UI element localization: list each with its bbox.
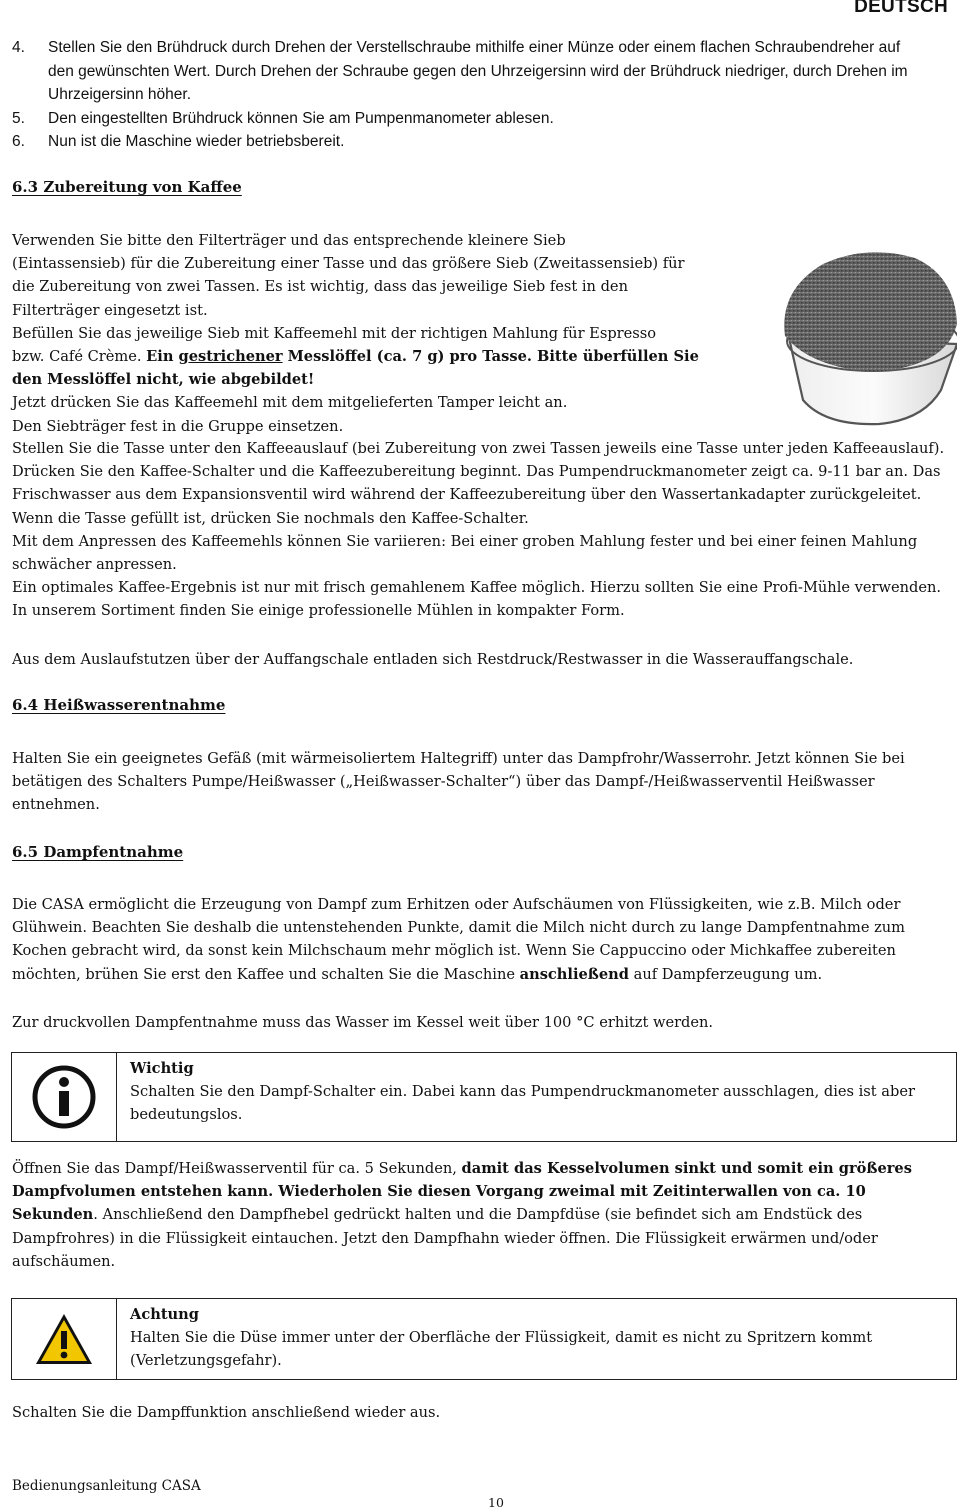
list-item: 6. Nun ist die Maschine wieder betriebsbereit. [12,133,345,150]
coffee-procedure-text: Stellen Sie die Tasse unter den Kaffeeauslauf (bei Zubereitung von zwei Tassen jeweils eine Tasse unter jeden Kaffeeauslauf). Drücken Sie den Kaffee-Schalter und die Kaffeezubereitung beginnt. Das Pumpendruckmanometer zeigt ca. 9-11 bar an. Das Frischwasser aus dem Expansionsventil wird während der Kaffeezubereitung über den Wassertankadapter zurückgeleitet. Wenn die Tasse gefüllt ist, drücken Sie nochmals den Kaffee-Schalter. Mit dem Anpressen des Kaffeemehls können Sie variieren: Bei einer groben Mahlung fester und bei einer feinen Mahlung schwächer anpressen. Ein optimales Kaffee-Ergebnis ist nur mit frisch gemahlenem Kaffee möglich. Hierzu sollten Sie eine Profi-Mühle verwenden. In unserem Sortiment finden Sie einige professionelle Mühlen in kompakter Form. [12,440,945,620]
info-notice-text: Schalten Sie den Dampf-Schalter ein. Dabei kann das Pumpendruckmanometer ausschlagen, dies ist aber bedeutungslos. [130,1083,915,1124]
steam-procedure-text: Öffnen Sie das Dampf/Heißwasserventil für ca. 5 Sekunden, damit das Kesselvolumen sinkt und somit ein größeres Dampfvolumen entstehen kann. Wiederholen Sie diesen Vorgang zweimal mit Zeitinterwallen von ca. 10 Sekunden. Anschließend den Dampfhebel gedrückt halten und die Dampfdüse (sie befindet sich am Endstück des Dampfrohres) in die Flüssigkeit eintauchen. Jetzt den Dampfhahn wieder öffnen. Die Flüssigkeit erwärmen und/oder aufschäumen. [12,1160,912,1270]
steam-off-text: Schalten Sie die Dampffunktion anschließend wieder aus. [12,1404,441,1421]
warning-icon [34,1312,94,1366]
section-heading-6-5: 6.5 Dampfentnahme [12,843,184,861]
steam-intro-text: Die CASA ermöglicht die Erzeugung von Dampf zum Erhitzen oder Aufschäumen von Flüssigkeiten, wie z.B. Milch oder Glühwein. Beachten Sie deshalb die untenstehenden Punkte, damit die Milch nicht durch zu lange Dampfentnahme zum Kochen gebracht wird, da sonst kein Milchschaum mehr möglich ist. Wenn Sie Cappuccino oder Michkaffee zubereiten möchten, brühen Sie erst den Kaffee und schalten Sie die Maschine anschließend auf Dampferzeugung um. [12,896,906,983]
section-heading-6-4: 6.4 Heißwasserentnahme [12,696,226,714]
footer-title: Bedienungsanleitung CASA [12,1478,201,1494]
list-item: 4. Stellen Sie den Brühdruck durch Drehen der Verstellschraube mithilfe einer Münze oder einem flachen Schraubendreher auf den gewünschten Wert. Durch Drehen der Schraube gegen den Uhrzeigersinn wird der Brühdruck niedriger, durch Drehen im Uhrzeigersinn höher. [12,39,908,103]
warning-notice [11,1298,957,1380]
overfilled-scoop-image [775,240,957,432]
section-heading-6-3: 6.3 Zubereitung von Kaffee [12,178,242,196]
hot-water-text: Halten Sie ein geeignetes Gefäß (mit wärmeisoliertem Haltegriff) unter das Dampfrohr/Wasserrohr. Jetzt können Sie bei betätigen des Schalters Pumpe/Heißwasser („Heißwasser-Schalter“) über das Dampf-/Heißwasserventil Heißwasser entnehmen. [12,750,905,814]
language-header: DEUTSCH [854,0,948,17]
info-notice-title: Wichtig [130,1060,194,1077]
list-item: 5. Den eingestellten Brühdruck können Sie am Pumpenmanometer ablesen. [12,109,554,127]
adjustment-steps [12,36,912,154]
residual-pressure-text: Aus dem Auslaufstutzen über der Auffangschale entladen sich Restdruck/Restwasser in die Wasserauffangschale. [12,651,854,668]
info-notice [11,1052,957,1142]
page-number: 10 [488,1495,504,1510]
steam-temperature-text: Zur druckvollen Dampfentnahme muss das Wasser im Kessel weit über 100 °C erhitzt werden. [12,1014,714,1031]
info-icon [32,1065,96,1129]
warning-notice-title: Achtung [130,1306,199,1323]
coffee-intro-text: Verwenden Sie bitte den Filterträger und das entsprechende kleinere Sieb (Eintassensieb) für die Zubereitung einer Tasse und das größere Sieb (Zweitassensieb) für die Zubereitung von zwei Tassen. Es ist wichtig, dass das jeweilige Sieb fest in den Filterträger eingesetzt ist. Befüllen Sie das jeweilige Sieb mit Kaffeemehl mit der richtigen Mahlung für Espresso bzw. Café Crème. Ein gestrichener Messlöffel (ca. 7 g) pro Tasse. Bitte überfüllen Sie den Messlöffel nicht, wie abgebildet! Jetzt drücken Sie das Kaffeemehl mit dem mitgelieferten Tamper leicht an. Den Siebträger fest in die Gruppe einsetzen. [12,232,699,435]
warning-notice-text: Halten Sie die Düse immer unter der Oberfläche der Flüssigkeit, damit es nicht zu Spritzern kommt (Verletzungsgefahr). [130,1329,873,1370]
